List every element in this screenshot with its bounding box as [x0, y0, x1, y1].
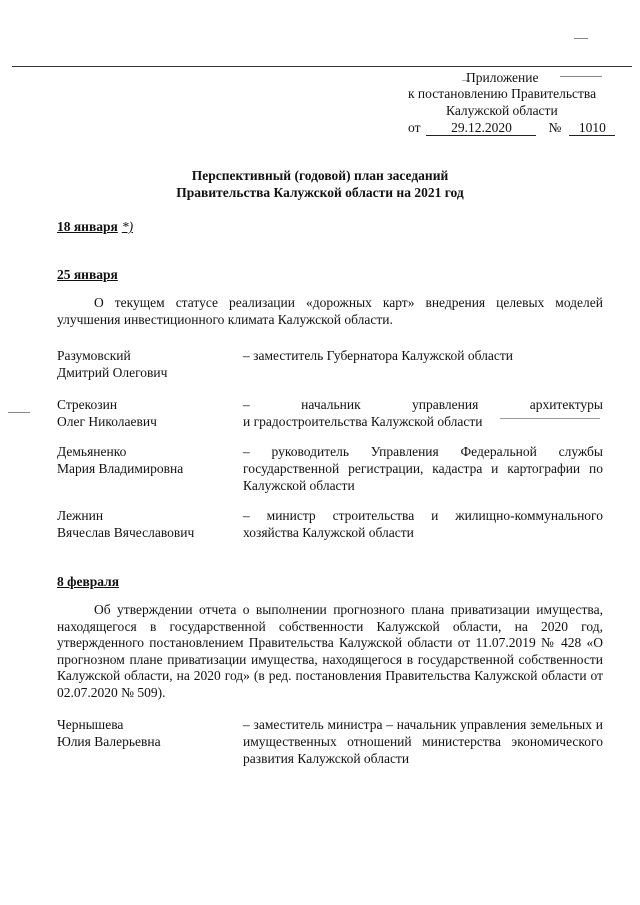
header-rule — [12, 66, 632, 67]
section-topic: О текущем статусе реализации «дорожных карт» внедрения целевых моделей улучшения инвестиционного климата Калужской области. — [57, 295, 603, 327]
appendix-from-label: от — [408, 120, 421, 135]
speaker-role — [243, 396, 603, 430]
speaker-surname: Стрекозин — [57, 397, 118, 412]
speaker-role-line2: и градостроительства Калужской области — [243, 414, 483, 429]
speaker-given-names: Юлия Валерьевна — [57, 734, 161, 749]
speaker-role: – заместитель Губернатора Калужской области — [243, 348, 514, 363]
speaker-role-line1: – начальник управления архитектуры — [243, 397, 603, 412]
document-title-line2: Правительства Калужской области на 2021 год — [176, 185, 464, 200]
appendix-number: 1010 — [569, 121, 615, 136]
section-date: 25 января — [57, 267, 118, 282]
speaker-name — [57, 507, 237, 541]
section-date — [57, 219, 133, 235]
appendix-number-label: № — [548, 120, 562, 135]
speaker-role: – заместитель министра – начальник управления земельных и имущественных отношений министерства экономического развития Калужской области — [243, 717, 603, 766]
speaker-surname: Лежнин — [57, 508, 104, 523]
speaker-surname: Демьяненко — [57, 444, 127, 459]
appendix-region: Калужской области — [446, 103, 558, 118]
document-title: Перспективный (годовой) план заседаний — [191, 168, 449, 183]
speaker-name — [57, 716, 237, 750]
section-date-text: 18 января — [57, 219, 118, 234]
appendix-block — [0, 70, 640, 140]
speaker-given-names: Дмитрий Олегович — [57, 365, 168, 380]
section-topic: Об утверждении отчета о выполнении прогнозного плана приватизации имущества, находящегося в государственной собственности Калужской области, на 2020 год, утвержденного постановлением Правительства Калужской области от 11.07.2019 № 428 «О прогнозном плане приватизации имущества, находящегося в государственной собственности Калужской области, на 2020 год» (в ред. постановления Правительства Калужской области от 02.07.2020 № 509). — [57, 602, 603, 700]
speaker-given-names: Олег Николаевич — [57, 414, 157, 429]
speaker-surname: Чернышева — [57, 717, 124, 732]
speaker-name — [57, 347, 237, 381]
scan-artifact — [8, 412, 30, 413]
speaker-role: – министр строительства и жилищно-коммунального хозяйства Калужской области — [243, 508, 603, 540]
appendix-title: Приложение — [466, 70, 539, 85]
speaker-role: – руководитель Управления Федеральной службы государственной регистрации, кадастра и картографии по Калужской области — [243, 444, 603, 493]
speaker-given-names: Мария Владимировна — [57, 461, 184, 476]
section-note: *) — [121, 219, 134, 234]
section-date: 8 февраля — [57, 574, 120, 589]
speaker-surname: Разумовский — [57, 348, 131, 363]
speaker-name — [57, 443, 237, 477]
scan-artifact — [574, 38, 588, 39]
appendix-subtitle: к постановлению Правительства — [408, 86, 597, 101]
speaker-name — [57, 396, 237, 430]
speaker-given-names: Вячеслав Вячеславович — [57, 525, 195, 540]
appendix-date: 29.12.2020 — [426, 121, 536, 136]
appendix-date-number — [408, 120, 615, 136]
